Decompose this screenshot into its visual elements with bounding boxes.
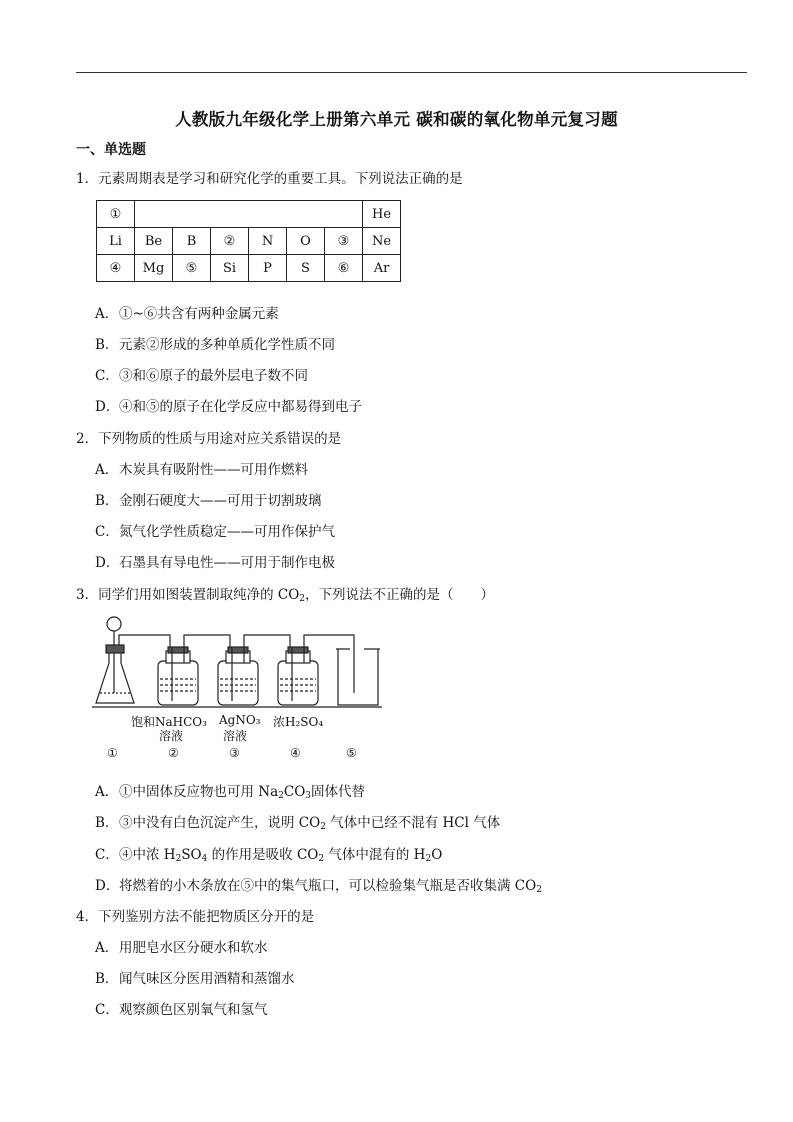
question-2-option-c[interactable] bbox=[95, 520, 335, 540]
figure-label-2: 饱和NaHCO₃ bbox=[131, 715, 207, 729]
table-cell: ⑥ bbox=[325, 255, 363, 282]
option-text: ③和⑥原子的最外层电子数不同 bbox=[119, 368, 308, 384]
table-cell: He bbox=[363, 201, 401, 228]
question-4-option-c[interactable] bbox=[95, 998, 268, 1018]
question-3-option-b[interactable]: B．③中没有白色沉淀产生，说明 $CO_2$ 气体中已经不混有 HCl 气体 bbox=[95, 815, 501, 832]
option-text: 观察颜色区别氧气和氢气 bbox=[119, 1002, 268, 1018]
question-4-option-b[interactable] bbox=[95, 967, 295, 987]
option-text: 用肥皂水区分硬水和软水 bbox=[119, 940, 268, 956]
table-cell: S bbox=[287, 255, 325, 282]
table-cell: Li bbox=[97, 228, 135, 255]
table-cell: ④ bbox=[97, 255, 135, 282]
table-cell: Be bbox=[135, 228, 173, 255]
option-text: 石墨具有导电性——可用于制作电极 bbox=[119, 555, 335, 571]
option-key: B． bbox=[95, 971, 119, 987]
table-cell: ① bbox=[97, 201, 135, 228]
table-row bbox=[97, 255, 401, 282]
question-3-option-d[interactable]: D．将燃着的小木条放在⑤中的集气瓶口，可以检验集气瓶是否收集满 $CO_2$ bbox=[95, 878, 542, 895]
option-text: ④和⑤的原子在化学反应中都易得到电子 bbox=[119, 399, 362, 415]
funnel-bulb bbox=[107, 617, 121, 631]
question-2-option-b[interactable] bbox=[95, 489, 322, 509]
option-text: 闻气味区分医用酒精和蒸馏水 bbox=[119, 971, 295, 987]
table-cell: P bbox=[249, 255, 287, 282]
figure-number-4: ④ bbox=[290, 746, 301, 760]
figure-label-4: 浓H₂SO₄ bbox=[273, 715, 324, 729]
question-2-option-a[interactable] bbox=[95, 458, 308, 478]
table-cell: Ar bbox=[363, 255, 401, 282]
table-cell: ⑤ bbox=[173, 255, 211, 282]
question-1-option-d[interactable] bbox=[95, 395, 362, 415]
question-2-stem: 2．下列物质的性质与用途对应关系错误的是 bbox=[76, 431, 342, 447]
table-row bbox=[97, 228, 401, 255]
option-key: A． bbox=[95, 940, 119, 956]
table-cell: Mg bbox=[135, 255, 173, 282]
figure-number-2: ② bbox=[168, 746, 179, 760]
table-cell: ② bbox=[211, 228, 249, 255]
option-text: 氮气化学性质稳定——可用作保护气 bbox=[119, 524, 335, 540]
table-row bbox=[97, 201, 401, 228]
option-key: C． bbox=[95, 524, 119, 540]
collection-bottle-5 bbox=[338, 649, 378, 705]
figure-label-3: AgNO₃ bbox=[219, 713, 261, 727]
figure-number-3: ③ bbox=[229, 746, 240, 760]
question-1-option-c[interactable] bbox=[95, 364, 308, 384]
option-key: A． bbox=[95, 306, 119, 322]
table-cell: Si bbox=[211, 255, 249, 282]
question-3-stem: 3．同学们用如图装置制取纯净的 $CO_2$，下列说法不正确的是（ ） bbox=[76, 587, 495, 604]
question-2-option-d[interactable] bbox=[95, 551, 335, 571]
question-3-option-a[interactable]: A．①中固体反应物也可用 $Na_2CO_3$固体代替 bbox=[95, 784, 366, 801]
bottle-4 bbox=[278, 661, 318, 705]
figure-number-1: ① bbox=[107, 746, 118, 760]
option-key: C． bbox=[95, 368, 119, 384]
table-cell: B bbox=[173, 228, 211, 255]
table-cell: N bbox=[249, 228, 287, 255]
question-3-option-c[interactable]: C．④中浓 $H_2SO_4$ 的作用是吸收 $CO_2$ 气体中混有的 $H_2O$ bbox=[95, 847, 443, 864]
question-4-option-a[interactable] bbox=[95, 936, 268, 956]
option-key: B． bbox=[95, 337, 119, 353]
option-key: D． bbox=[95, 399, 120, 415]
bottle-3 bbox=[218, 661, 258, 705]
question-1-option-a[interactable] bbox=[95, 302, 279, 322]
section-heading: 一、单选题 bbox=[76, 142, 146, 158]
table-cell: Ne bbox=[363, 228, 401, 255]
periodic-table bbox=[96, 200, 401, 282]
figure-number-5: ⑤ bbox=[346, 746, 357, 760]
question-1-option-b[interactable] bbox=[95, 333, 335, 353]
option-text: 木炭具有吸附性——可用作燃料 bbox=[119, 462, 308, 478]
figure-label-2-sub: 溶液 bbox=[159, 729, 184, 743]
option-text: 金刚石硬度大——可用于切割玻璃 bbox=[119, 493, 322, 509]
page-title: 人教版九年级化学上册第六单元 碳和碳的氧化物单元复习题 bbox=[175, 110, 618, 129]
bottle-2 bbox=[158, 661, 198, 705]
option-text: 元素②形成的多种单质化学性质不同 bbox=[119, 337, 335, 353]
gas-apparatus-diagram bbox=[92, 613, 382, 718]
option-key: D． bbox=[95, 555, 120, 571]
figure-label-3-sub: 溶液 bbox=[223, 729, 248, 743]
table-cell bbox=[135, 201, 363, 228]
question-1-stem: 1．元素周期表是学习和研究化学的重要工具。下列说法正确的是 bbox=[76, 171, 463, 187]
option-key: A． bbox=[95, 462, 119, 478]
question-4-stem: 4．下列鉴别方法不能把物质区分开的是 bbox=[76, 909, 315, 925]
option-key: B． bbox=[95, 493, 119, 509]
table-cell: ③ bbox=[325, 228, 363, 255]
option-key: C． bbox=[95, 1002, 119, 1018]
flask-1 bbox=[96, 651, 134, 703]
header-rule bbox=[76, 72, 747, 73]
option-text: ①~⑥共含有两种金属元素 bbox=[119, 306, 279, 322]
table-cell: O bbox=[287, 228, 325, 255]
